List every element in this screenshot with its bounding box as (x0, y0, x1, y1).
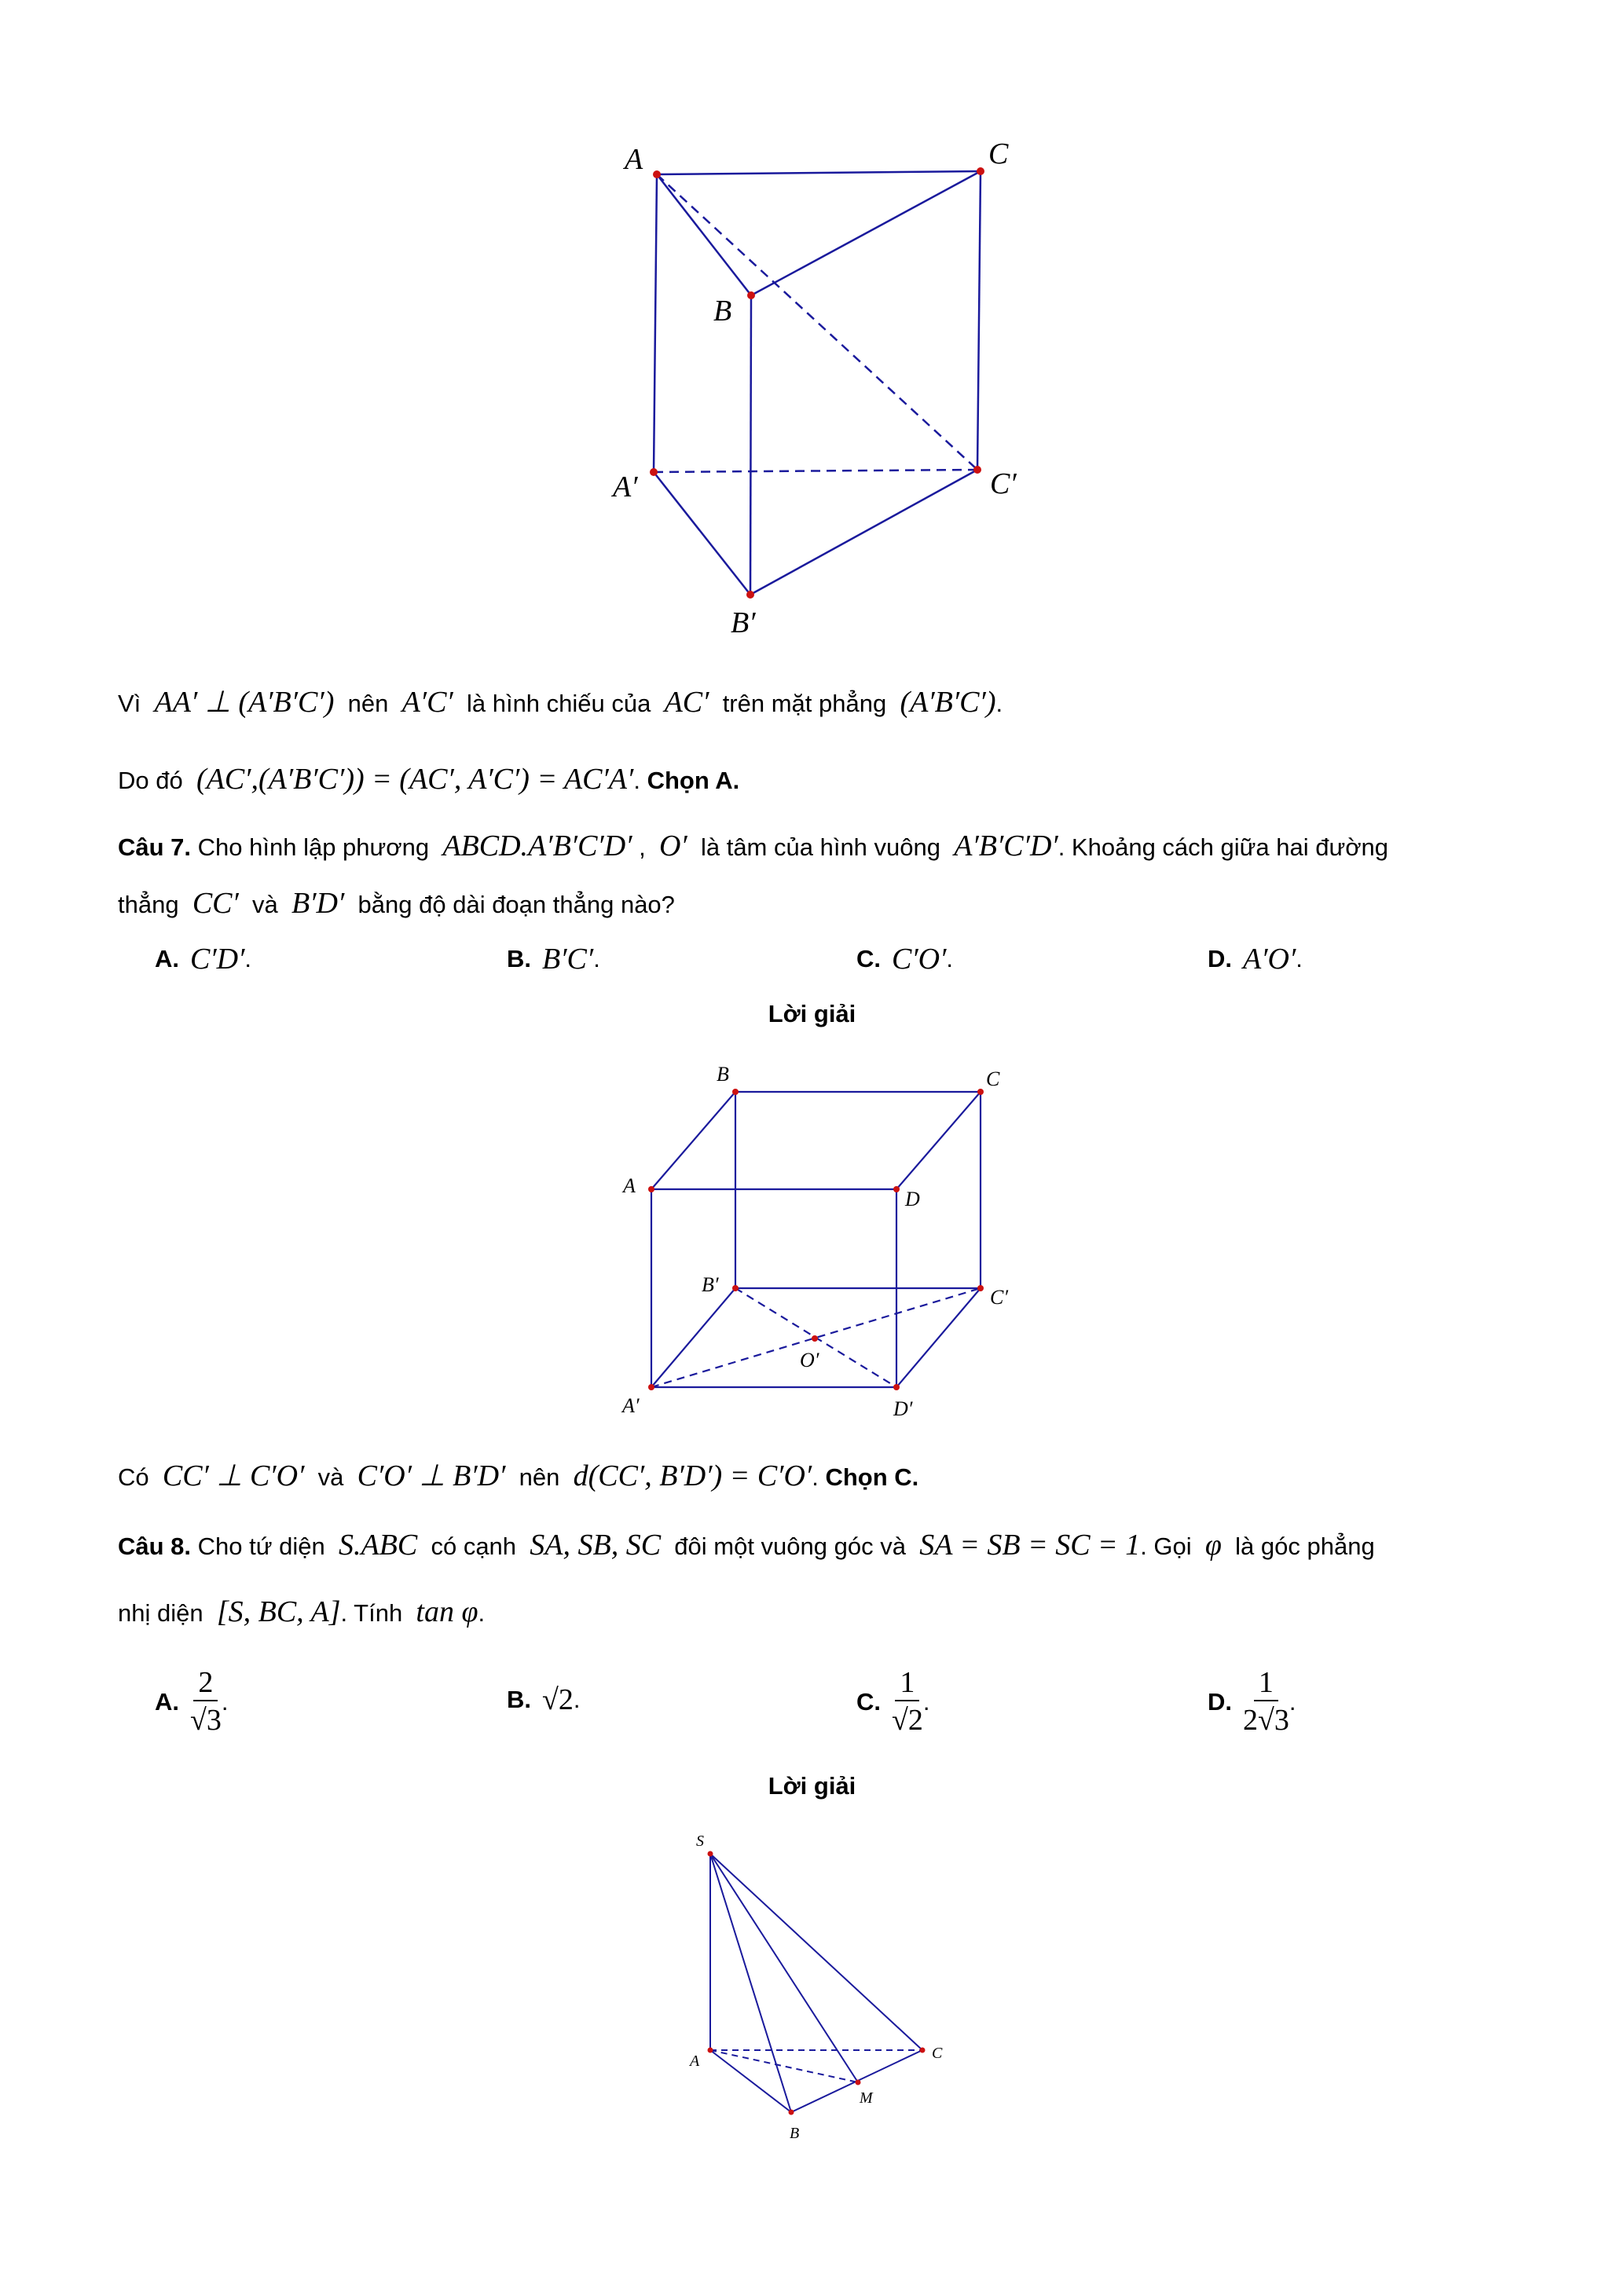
label-B: B (713, 295, 732, 328)
math-expression: SA = SB = SC = 1 (919, 1529, 1141, 1562)
math-expression: C′O′ ⊥ B′D′ (357, 1459, 506, 1492)
edge-CC1 (977, 171, 981, 470)
text-segment: và (238, 891, 292, 918)
text-segment: là góc phẳng (1221, 1532, 1375, 1560)
math-expression: CC′ ⊥ C′O′ (162, 1459, 305, 1492)
math-expression: tan φ (416, 1595, 478, 1628)
text-segment: . (812, 1463, 826, 1491)
text-segment: . Gọi (1140, 1532, 1205, 1560)
math-expression: SA, SB, SC (530, 1529, 662, 1562)
q8-question-line-1 (118, 1528, 1375, 1564)
math-expression: O′ (658, 829, 687, 862)
math-expression: AA′ ⊥ (A′B′C′) (154, 686, 335, 719)
math-expression: A′C′ (401, 686, 453, 719)
label-C1: C′ (990, 467, 1017, 500)
tetrahedron-figure (710, 1854, 922, 2112)
text-segment: là hình chiếu của (453, 690, 665, 717)
math-expression: A′B′C′D′ (954, 829, 1058, 862)
math-expression: d(CC′, B′D′) = C′O′ (573, 1459, 812, 1492)
text-segment: nên (505, 1463, 574, 1491)
math-expression: (AC′,(A′B′C′)) = (AC′, A′C′) = AC′A′ (196, 763, 634, 796)
q7-explanation (118, 1459, 918, 1495)
bold-text: Chọn C. (825, 1463, 919, 1491)
text-segment: Vì (118, 690, 155, 717)
edge-BC (751, 171, 981, 295)
label-A1: A′ (613, 471, 638, 504)
label-C1: C′ (990, 1286, 1009, 1309)
math-expression: φ (1204, 1529, 1222, 1562)
label-C: C (986, 1067, 1000, 1090)
bold-text: Câu 8. (118, 1532, 192, 1560)
math-expression: B′D′ (291, 887, 345, 920)
label-A: A (690, 2052, 700, 2070)
q8-option-a[interactable]: A. $\frac{2}{√3}$ . (155, 1666, 229, 1737)
text-segment: thẳng (118, 891, 192, 918)
edge-BB1 (750, 295, 751, 595)
edge-AB (657, 174, 751, 295)
label-A: A (625, 143, 643, 176)
label-O1: O′ (800, 1349, 819, 1371)
label-S: S (696, 1833, 704, 1850)
edge-A1C1-hidden (654, 470, 977, 472)
q8-question-line-2 (118, 1595, 485, 1631)
q7-question-line-1 (118, 829, 1388, 865)
text-segment: bằng độ dài đoạn thẳng nào? (344, 891, 675, 918)
q7-option-a[interactable]: A. C′D′ . (155, 943, 252, 976)
bold-text: Chọn A. (647, 767, 740, 794)
text-segment: . Khoảng cách giữa hai đường (1058, 833, 1389, 861)
q7-option-b[interactable]: B. B′C′ . (507, 943, 600, 976)
math-expression: (A′B′C′) (900, 686, 996, 719)
q8-option-d[interactable]: D. $\frac{1}{2√3}$ . (1208, 1666, 1296, 1737)
diag-AC1-hidden (657, 174, 977, 470)
text-segment: Do đó (118, 767, 196, 794)
math-expression: CC′ (192, 887, 239, 920)
text-segment: nên (334, 690, 402, 717)
q7-question-line-2 (118, 886, 675, 922)
label-B1: B′ (702, 1273, 719, 1296)
label-A1: A′ (622, 1394, 640, 1417)
edge-AC (657, 171, 981, 174)
label-C: C (988, 137, 1009, 170)
label-A: A (623, 1174, 636, 1197)
text-segment: là tâm của hình vuông (687, 833, 955, 861)
math-expression: [S, BC, A] (216, 1595, 341, 1628)
text-segment: nhị diện (118, 1599, 217, 1627)
edge-A1B1 (654, 472, 750, 595)
math-expression: AC′ (664, 686, 709, 719)
label-B1: B′ (731, 606, 756, 639)
edge-B1C1 (750, 470, 977, 595)
math-expression: S.ABC (338, 1529, 418, 1562)
q7-option-d[interactable]: D. A′O′ . (1208, 943, 1303, 976)
q8-option-b[interactable]: B. √2 . (507, 1683, 581, 1716)
text-segment: trên mặt phẳng (709, 690, 900, 717)
label-B: B (790, 2125, 800, 2142)
math-expression: ABCD.A′B′C′D′ (442, 829, 632, 862)
text-segment: Cho tứ diện (191, 1532, 339, 1560)
label-D: D (905, 1188, 920, 1210)
solution-heading-q7: Lời giải (768, 1000, 856, 1027)
q6-explanation-line-2 (118, 762, 739, 798)
text-segment: đôi một vuông góc và (661, 1532, 920, 1560)
text-segment: Có (118, 1463, 163, 1491)
solution-heading-q8: Lời giải (768, 1772, 856, 1800)
label-D1: D′ (893, 1397, 913, 1420)
q6-explanation-line-1 (118, 685, 1003, 721)
q8-option-c[interactable]: C. $\frac{1}{√2}$ . (856, 1666, 930, 1737)
text-segment: và (304, 1463, 357, 1491)
edge-AA1 (654, 174, 657, 472)
cube-figure (651, 1092, 981, 1387)
text-segment: có cạnh (417, 1532, 530, 1560)
q7-option-c[interactable]: C. C′O′ . (856, 943, 954, 976)
text-segment: . (478, 1599, 486, 1627)
bold-text: Câu 7. (118, 833, 192, 861)
text-segment: , (632, 833, 659, 861)
text-segment: . (633, 767, 647, 794)
label-C: C (932, 2045, 943, 2062)
label-B: B (717, 1063, 729, 1086)
text-segment: . (995, 690, 1003, 717)
text-segment: Cho hình lập phương (191, 833, 443, 861)
text-segment: . Tính (340, 1599, 416, 1627)
label-M: M (860, 2089, 873, 2107)
